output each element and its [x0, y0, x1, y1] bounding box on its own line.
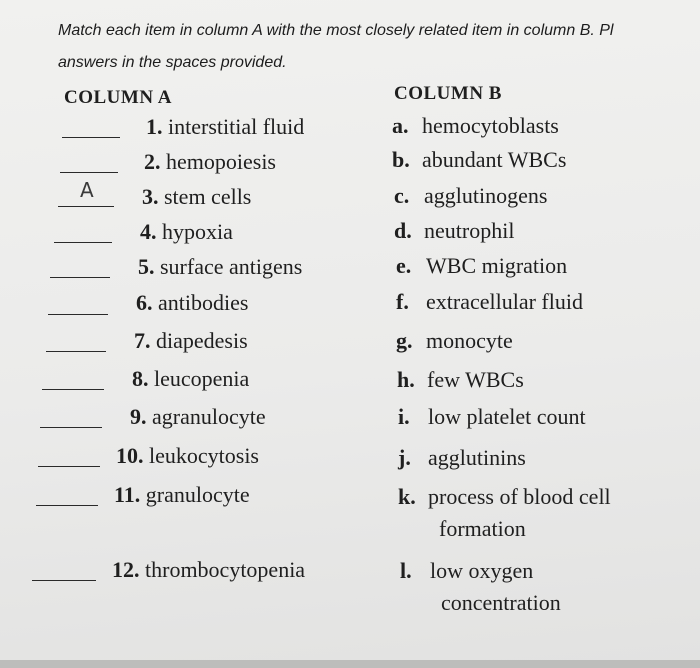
- item-letter: j.: [398, 445, 411, 470]
- item-text: agglutinins: [428, 445, 526, 470]
- item-text: stem cells: [164, 184, 252, 209]
- item-text: thrombocytopenia: [145, 557, 306, 582]
- item-number: 8.: [132, 366, 149, 391]
- item-number: 1.: [146, 114, 163, 139]
- column-b-item: [396, 253, 567, 279]
- column-b-item: [394, 218, 514, 244]
- answer-blank[interactable]: [36, 505, 98, 506]
- answer-blank[interactable]: [40, 427, 102, 428]
- answer-blank[interactable]: [58, 206, 114, 207]
- item-text: monocyte: [426, 328, 513, 353]
- item-text: hypoxia: [162, 219, 233, 244]
- item-letter: l.: [400, 558, 412, 583]
- item-number: 10.: [116, 443, 144, 468]
- column-a-item: [142, 184, 251, 210]
- column-b-item-continuation: formation: [439, 516, 526, 541]
- item-letter: c.: [394, 183, 410, 208]
- item-text: agglutinogens: [424, 183, 548, 208]
- column-b-item: [396, 328, 513, 354]
- item-letter: b.: [392, 147, 410, 172]
- answer-blank[interactable]: [60, 172, 118, 173]
- column-a-item: [138, 254, 302, 280]
- item-text: abundant WBCs: [422, 147, 567, 172]
- item-text: few WBCs: [427, 367, 524, 392]
- item-letter: e.: [396, 253, 412, 278]
- item-text: WBC migration: [426, 253, 568, 278]
- column-b-item: [397, 367, 524, 393]
- answer-blank[interactable]: [38, 466, 100, 467]
- item-letter: a.: [392, 113, 409, 138]
- item-letter: i.: [398, 404, 410, 429]
- item-text: hemocytoblasts: [422, 113, 559, 138]
- item-letter: d.: [394, 218, 412, 243]
- answer-blank[interactable]: [42, 389, 104, 390]
- item-letter: k.: [398, 484, 416, 509]
- answer-value: A: [80, 178, 94, 202]
- column-a-item: [136, 290, 248, 316]
- answer-blank[interactable]: [54, 242, 112, 243]
- column-b-item: [400, 558, 533, 584]
- column-a-item: [132, 366, 249, 392]
- column-a-item: [130, 404, 266, 430]
- answer-blank[interactable]: [62, 137, 120, 138]
- item-letter: f.: [396, 289, 409, 314]
- answer-blank[interactable]: [48, 314, 108, 315]
- item-text: leukocytosis: [149, 443, 259, 468]
- column-a-item: [140, 219, 233, 245]
- item-number: 12.: [112, 557, 140, 582]
- item-text: neutrophil: [424, 218, 515, 243]
- item-text: antibodies: [158, 290, 249, 315]
- item-text: diapedesis: [156, 328, 248, 353]
- item-number: 4.: [140, 219, 157, 244]
- answer-blank[interactable]: [32, 580, 96, 581]
- column-a-item: [116, 443, 259, 469]
- answer-blank[interactable]: [50, 277, 110, 278]
- item-text: low oxygen: [430, 558, 534, 583]
- item-number: 11.: [114, 482, 141, 507]
- column-b-item: [394, 183, 547, 209]
- column-b-item: [398, 404, 586, 430]
- answer-blank[interactable]: [46, 351, 106, 352]
- column-a-item: [144, 149, 276, 175]
- item-text: surface antigens: [160, 254, 303, 279]
- column-b-item: [396, 289, 583, 315]
- instructions-line-1: Match each item in column A with the most closely related item in column B. Pl: [58, 22, 614, 39]
- item-text: leucopenia: [154, 366, 250, 391]
- item-text: interstitial fluid: [168, 114, 305, 139]
- item-number: 9.: [130, 404, 147, 429]
- column-b-item: [398, 445, 526, 471]
- item-number: 5.: [138, 254, 155, 279]
- item-text: granulocyte: [145, 482, 250, 507]
- column-b-item: [392, 113, 559, 139]
- column-b-item: [392, 147, 566, 173]
- item-text: extracellular fluid: [426, 289, 583, 314]
- item-number: 6.: [136, 290, 153, 315]
- column-a-item: [114, 482, 250, 508]
- column-a-heading: COLUMN A: [64, 87, 172, 108]
- instructions-line-2: answers in the spaces provided.: [58, 54, 287, 71]
- item-text: hemopoiesis: [166, 149, 276, 174]
- item-text: process of blood cell: [428, 484, 611, 509]
- column-a-item: [146, 114, 304, 140]
- item-number: 3.: [142, 184, 159, 209]
- item-text: low platelet count: [428, 404, 586, 429]
- column-a-item: [134, 328, 248, 354]
- column-b-item-continuation: concentration: [441, 590, 561, 615]
- item-number: 2.: [144, 149, 161, 174]
- column-b-heading: COLUMN B: [394, 83, 502, 104]
- column-b-item: [398, 484, 611, 510]
- item-number: 7.: [134, 328, 151, 353]
- item-text: agranulocyte: [152, 404, 266, 429]
- column-a-item: [112, 557, 305, 583]
- item-letter: g.: [396, 328, 413, 353]
- item-letter: h.: [397, 367, 415, 392]
